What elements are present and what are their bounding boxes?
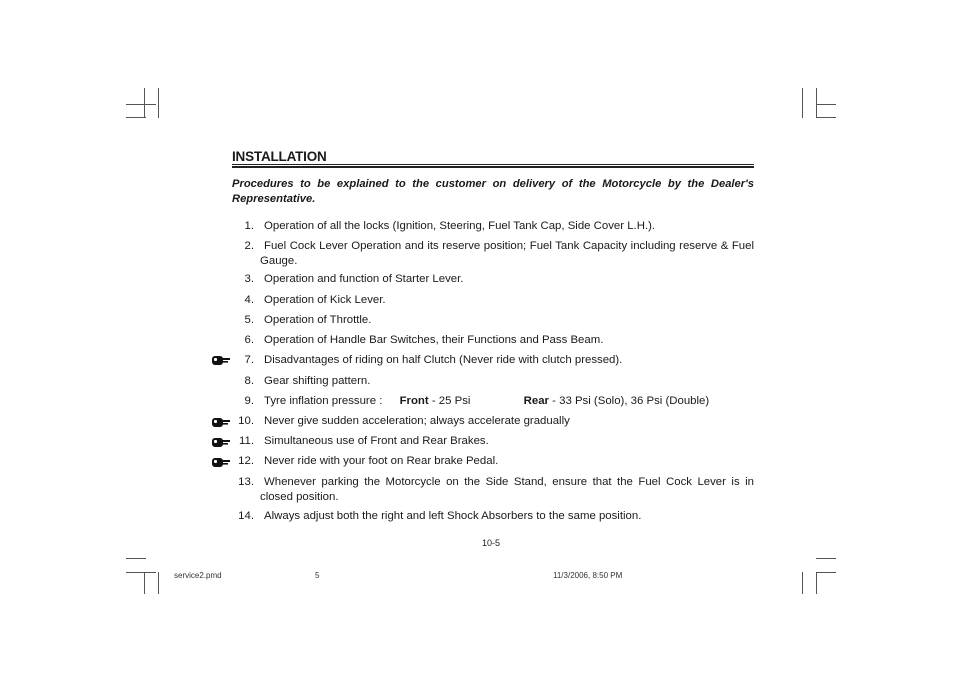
crop-mark: [144, 88, 145, 118]
crop-mark: [126, 558, 146, 559]
crop-mark: [126, 572, 156, 573]
crop-mark: [816, 572, 817, 594]
item-text: Disadvantages of riding on half Clutch (Never ride with clutch pressed).: [264, 354, 623, 366]
item-number: 3.: [244, 273, 254, 285]
item-number: 5.: [244, 314, 254, 326]
title-rule: [232, 164, 754, 165]
footer-datetime: 11/3/2006, 8:50 PM: [553, 571, 623, 580]
front-value: - 25 Psi: [431, 395, 471, 407]
item-number: 14.: [238, 510, 254, 522]
rear-value: - 33 Psi (Solo), 36 Psi (Double): [552, 395, 710, 407]
item-number: 2.: [244, 240, 254, 252]
list-item: [220, 509, 754, 524]
item-number: 8.: [244, 375, 254, 387]
item-text: Operation of Throttle.: [264, 314, 372, 326]
list-item: [220, 374, 754, 389]
list-item: [220, 475, 754, 505]
item-text: Never ride with your foot on Rear brake Pedal.: [264, 455, 499, 467]
page-number: 10-5: [482, 538, 501, 548]
item-text: Operation and function of Starter Lever.: [264, 273, 464, 285]
list-item: [220, 414, 754, 429]
list-item: [220, 239, 754, 269]
list-item: [220, 454, 754, 469]
item-text: Simultaneous use of Front and Rear Brakes.: [264, 435, 489, 447]
front-label: Front: [399, 395, 429, 407]
intro-text: Procedures to be explained to the customer on delivery of the Motorcycle by the Dealer's Representative.: [232, 178, 754, 205]
list-item: [220, 353, 754, 368]
rear-label: Rear: [523, 395, 549, 407]
crop-mark: [158, 572, 159, 594]
item-text: Operation of Kick Lever.: [264, 294, 386, 306]
item-number: 6.: [244, 334, 254, 346]
item-number: 12.: [238, 455, 254, 467]
crop-mark: [816, 88, 817, 118]
item-number: 1.: [244, 220, 254, 232]
title-rule-thick: [232, 166, 754, 168]
crop-mark: [126, 117, 146, 118]
crop-mark: [802, 572, 803, 594]
list-item: [220, 272, 754, 287]
list-item: [220, 434, 754, 449]
crop-mark: [158, 88, 159, 118]
footer-filename: service2.pmd: [174, 571, 222, 580]
item-text: Operation of all the locks (Ignition, Steering, Fuel Tank Cap, Side Cover L.H.).: [264, 220, 656, 232]
item-number: 7.: [244, 354, 254, 366]
item-number: 10.: [238, 415, 254, 427]
item-number: 4.: [244, 294, 254, 306]
crop-mark: [816, 572, 836, 573]
tyre-pressure-label: Tyre inflation pressure :: [264, 395, 383, 407]
list-item: [220, 313, 754, 328]
list-item: [220, 394, 754, 409]
crop-mark: [816, 104, 836, 105]
section-title: INSTALLATION: [232, 149, 327, 164]
item-text: Operation of Handle Bar Switches, their Functions and Pass Beam.: [264, 334, 604, 346]
item-text: [264, 394, 754, 409]
item-number: 11.: [239, 435, 254, 447]
crop-mark: [802, 88, 803, 118]
footer-page: 5: [315, 571, 320, 580]
crop-mark: [816, 117, 836, 118]
crop-mark: [144, 572, 145, 594]
item-number: 9.: [244, 395, 254, 407]
item-text: Never give sudden acceleration; always accelerate gradually: [264, 415, 570, 427]
list-item: [220, 333, 754, 348]
item-text: Gear shifting pattern.: [264, 375, 371, 387]
item-text: Fuel Cock Lever Operation and its reserve position; Fuel Tank Capacity including reserve & Fuel Gauge.: [260, 240, 754, 267]
item-text: Whenever parking the Motorcycle on the Side Stand, ensure that the Fuel Cock Lever is in closed position.: [260, 476, 754, 503]
crop-mark: [816, 558, 836, 559]
item-number: 13.: [238, 476, 254, 488]
list-item: [220, 293, 754, 308]
list-item: [220, 219, 754, 234]
crop-mark: [126, 104, 156, 105]
item-text: Always adjust both the right and left Shock Absorbers to the same position.: [264, 510, 642, 522]
